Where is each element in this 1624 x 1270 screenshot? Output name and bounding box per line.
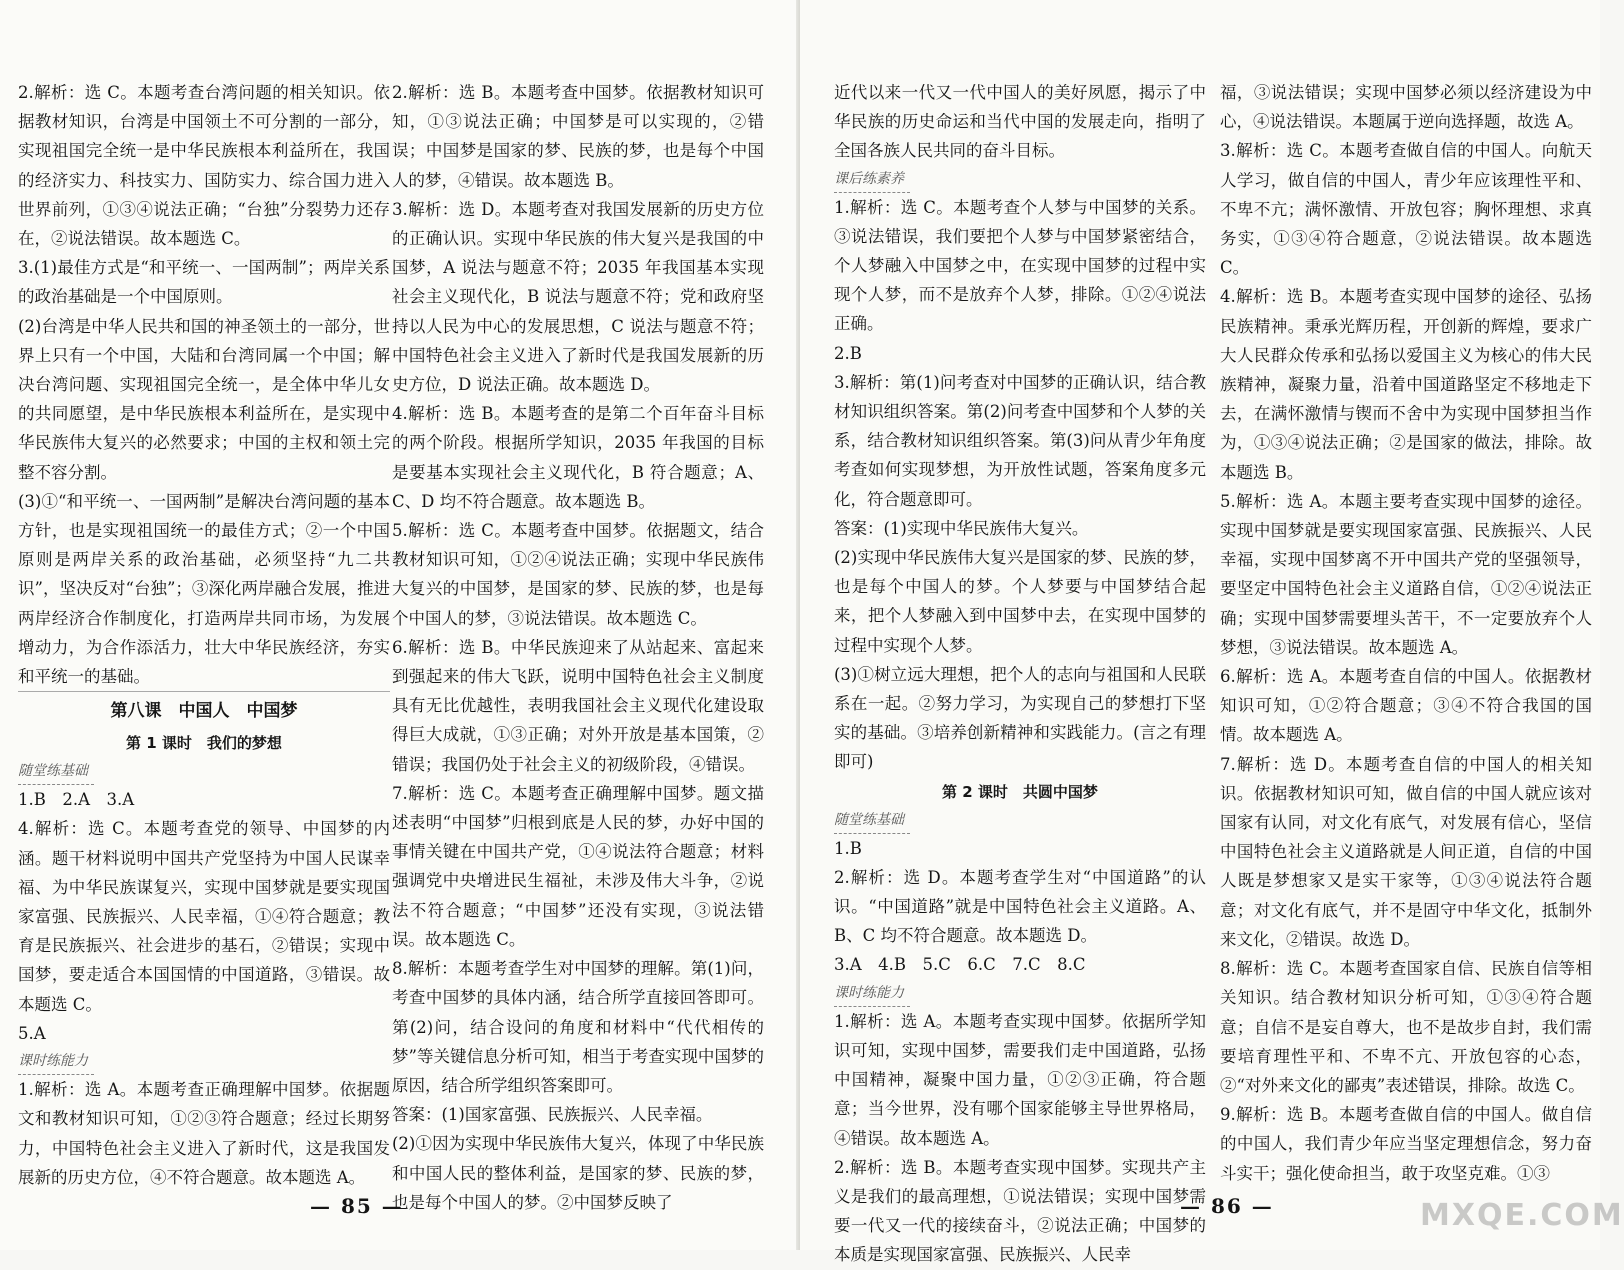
answer-paragraph: 3.解析：第(1)问考查对中国梦的正确认识，结合教材知识组织答案。第(2)问考查中国梦和个人梦的关系，结合教材知识组织答案。第(3)问从青少年角度考查如何实现梦想，为开放性试题，答案角度多元化，符合题意即可。 — [834, 372, 1206, 509]
answer-paragraph: 答案：(1)实现中华民族伟大复兴。 — [834, 518, 1089, 538]
section-label-row — [834, 166, 1206, 193]
section-label: 课时练能力 — [834, 980, 910, 1007]
answer-paragraph: 8.解析：本题考查学生对中国梦的理解。第(1)问，考查中国梦的具体内涵，结合所学直接回答即可。第(2)问，结合设问的角度和材料中“代代相传的梦”等关键信息分析可知，相当于考查实现中国梦的原因，结合所学组织答案即可。 — [392, 959, 764, 1095]
right-column-2 — [1220, 78, 1598, 1183]
answer-paragraph: 福，③说法错误；实现中国梦必须以经济建设为中心，④说法错误。本题属于逆向选择题，故选 A。 — [1220, 83, 1592, 132]
section-label-row — [834, 980, 1206, 1007]
section-label-row — [834, 807, 1206, 834]
watermark-logo: MXQE.COM — [1420, 1198, 1624, 1233]
answer-paragraph: 2.解析：选 B。本题考查实现中国梦。实现共产主义是我们的最高理想，①说法错误；实现中国梦需要一代又一代的接续奋斗，②说法正确；中国梦的本质是实现国家富强、民族振兴、人民幸 — [834, 1157, 1206, 1265]
answer-paragraph: 答案：(1)国家富强、民族振兴、人民幸福。 — [392, 1105, 713, 1125]
answer-paragraph: (3)①树立远大理想，把个人的志向与祖国和人民联系在一起。②努力学习，为实现自己的梦想打下坚实的基础。③培养创新精神和实践能力。(言之有理即可) — [834, 664, 1206, 772]
right-page — [800, 0, 1624, 1265]
answer-paragraph: 3.解析：选 D。本题考查对我国发展新的历史方位的正确认识。实现中华民族的伟大复兴是我国的中国梦，A 说法与题意不符；2035 年我国基本实现社会主义现代化，B 说法与题意不符；党和政府坚持以人民为中心的发展思想，C 说法与题意不符；中国特色社会主义进入了新时代是我国发展新的历史方位，D 说法正确。故本题选 D。 — [392, 199, 764, 395]
answer-paragraph: 1.解析：选 A。本题考查正确理解中国梦。依据题文和教材知识可知，①②③符合题意；经过长期努力，中国特色社会主义进入了新时代，这是我国发展新的历史方位，④不符合题意。故本题选 A。 — [18, 1080, 390, 1187]
answer-paragraph: (2)实现中华民族伟大复兴是国家的梦、民族的梦，也是每个中国人的梦。个人梦要与中国梦结合起来，把个人梦融入到中国梦中去，在实现中国梦的过程中实现个人梦。 — [834, 548, 1206, 655]
answer-paragraph: 5.解析：选 C。本题考查中国梦。依据题文，结合教材知识可知，①②④说法正确；实现中华民族伟大复兴的中国梦，是国家的梦、民族的梦，也是每个中国人的梦，③说法错误。故本题选 C。 — [392, 521, 764, 628]
section-label: 课后练素养 — [834, 166, 910, 193]
answer-paragraph: (2)台湾是中华人民共和国的神圣领土的一部分，世界上只有一个中国，大陆和台湾同属一个中国；解决台湾问题、实现祖国完全统一，是全体中华儿女的共同愿望，是中华民族根本利益所在，是实现中华民族伟大复兴的必然要求；中国的主权和领土完整不容分割。 — [18, 316, 390, 482]
period-heading: 第 1 课时 我们的梦想 — [126, 734, 282, 753]
answer-paragraph: 7.解析：选 D。本题考查自信的中国人的相关知识。依据教材知识可知，做自信的中国人就应该对国家有认同，对文化有底气，对发展有信心，坚信中国特色社会主义道路就是人间正道，自信的中国人既是梦想家又是实干家等，①③④说法符合题意；对文化有底气，并不是固守中华文化，抵制外来文化，②错误。故选 D。 — [1220, 754, 1592, 949]
answer-paragraph: 5.解析：选 A。本题主要考查实现中国梦的途径。实现中国梦就是要实现国家富强、民族振兴、人民幸福，实现中国梦离不开中国共产党的坚强领导，要坚定中国特色社会主义道路自信，①②④说法正确；实现中国梦需要埋头苦干，不一定要放弃个人梦想，③说法错误。故本题选 A。 — [1220, 491, 1592, 657]
answer-paragraph: 6.解析：选 B。中华民族迎来了从站起来、富起来到强起来的伟大飞跃，说明中国特色社会主义制度具有无比优越性，表明我国社会主义现代化建设取得巨大成就，①③正确；对外开放是基本国策，②错误；我国仍处于社会主义的初级阶段，④错误。 — [392, 637, 764, 774]
period-heading: 第 2 课时 共圆中国梦 — [942, 782, 1098, 801]
answer-paragraph: 5.A — [18, 1023, 46, 1043]
right-column-1 — [834, 78, 1206, 1265]
answer-paragraph: 4.解析：选 B。本题考查实现中国梦的途径、弘扬民族精神。秉承光辉历程，开创新的辉煌，要求广大人民群众传承和弘扬以爱国主义为核心的伟大民族精神，凝聚力量，沿着中国道路坚定不移地走下去，在满怀激情与锲而不舍中为实现中国梦担当作为，①③④说法正确；②是国家的做法，排除。故本题选 B。 — [1220, 287, 1592, 482]
answer-paragraph: 4.解析：选 B。本题考查的是第二个百年奋斗目标的两个阶段。根据所学知识，2035 年我国的目标是要基本实现社会主义现代化，B 符合题意；A、C、D 均不符合题意。故本题选 B。 — [392, 404, 764, 511]
answer-paragraph: 6.解析：选 A。本题考查自信的中国人。依据教材知识可知，①②符合题意；③④不符合我国的国情。故本题选 A。 — [1220, 667, 1592, 745]
lesson-heading: 第八课 中国人 中国梦 — [18, 691, 390, 728]
answer-paragraph: 1.解析：选 A。本题考查实现中国梦。依据所学知识可知，实现中国梦，需要我们走中国道路，弘扬中国精神，凝聚中国力量，①②③正确，符合题意；当今世界，没有哪个国家能够主导世界格局，④错误。故本题选 A。 — [834, 1011, 1206, 1148]
section-label: 随堂练基础 — [18, 758, 94, 785]
page-number-right: — 86 — — [1180, 1194, 1274, 1218]
answer-paragraph: 3.(1)最佳方式是“和平统一、一国两制”；两岸关系的政治基础是一个中国原则。 — [18, 258, 390, 307]
answer-paragraph: (3)①“和平统一、一国两制”是解决台湾问题的基本方针，也是实现祖国统一的最佳方式；②一个中国原则是两岸关系的政治基础，必须坚持“九二共识”，坚决反对“台独”；③深化两岸融合发展，推进两岸经济合作制度化，打造两岸共同市场，为发展增动力，为合作添活力，壮大中华民族经济，夯实和平统一的基础。 — [18, 491, 390, 687]
answer-paragraph: 1.B — [834, 838, 862, 858]
left-page — [0, 0, 800, 1250]
answer-paragraph: 2.解析：选 D。本题考查学生对“中国道路”的认识。“中国道路”就是中国特色社会主义道路。A、B、C 均不符合题意。故本题选 D。 — [834, 867, 1206, 946]
section-label-row — [18, 1048, 390, 1075]
section-label-row — [18, 758, 390, 785]
section-label: 随堂练基础 — [834, 807, 910, 834]
answer-paragraph: 3.解析：选 C。本题考查做自信的中国人。向航天人学习，做自信的中国人，青少年应该理性平和、不卑不亢；满怀激情、开放包容；胸怀理想、求真务实，①③④符合题意，②说法错误。故本题选 C。 — [1220, 141, 1598, 278]
left-column-1 — [18, 78, 390, 1187]
answer-paragraph: 2.解析：选 C。本题考查台湾问题的相关知识。依据教材知识，台湾是中国领土不可分割的一部分，实现祖国完全统一是中华民族根本利益所在，我国的经济实力、科技实力、国防实力、综合国力进入世界前列，①③④说法正确；“台独”分裂势力还存在，②说法错误。故本题选 C。 — [18, 83, 390, 249]
answer-paragraph: 1.B 2.A 3.A — [18, 790, 135, 810]
answer-paragraph: 1.解析：选 C。本题考查个人梦与中国梦的关系。③说法错误，我们要把个人梦与中国梦紧密结合，个人梦融入中国梦之中，在实现中国梦的过程中实现个人梦，而不是放弃个人梦，排除。①②④说法正确。 — [834, 197, 1206, 334]
section-label: 课时练能力 — [18, 1048, 94, 1075]
page-number-left: — 85 — — [310, 1194, 404, 1218]
answer-paragraph: 9.解析：选 B。本题考查做自信的中国人。做自信的中国人，我们青少年应当坚定理想信念，努力奋斗实干；强化使命担当，敢于攻坚克难。①③ — [1220, 1105, 1592, 1183]
answer-paragraph: 2.解析：选 B。本题考查中国梦。依据教材知识可知，①③说法正确；中国梦是可以实现的，②错误；中国梦是国家的梦、民族的梦，也是每个中国人的梦，④错误。故本题选 B。 — [392, 83, 764, 190]
answer-paragraph: 2.B — [834, 343, 862, 363]
answer-paragraph: (2)①因为实现中华民族伟大复兴，体现了中华民族和中国人民的整体利益，是国家的梦、民族的梦，也是每个中国人的梦。②中国梦反映了 — [392, 1134, 764, 1212]
answer-paragraph: 4.解析：选 C。本题考查党的领导、中国梦的内涵。题干材料说明中国共产党坚持为中国人民谋幸福、为中华民族谋复兴，实现中国梦就是要实现国家富强、民族振兴、人民幸福，①④符合题意；教育是民族振兴、社会进步的基石，②错误；实现中国梦，要走适合本国国情的中国道路，③错误。故本题选 C。 — [18, 819, 390, 1014]
answer-paragraph: 近代以来一代又一代中国人的美好夙愿，揭示了中华民族的历史命运和当代中国的发展走向，指明了全国各族人民共同的奋斗目标。 — [834, 83, 1206, 161]
answer-paragraph: 3.A 4.B 5.C 6.C 7.C 8.C — [834, 955, 1086, 975]
answer-paragraph: 7.解析：选 C。本题考查正确理解中国梦。题文描述表明“中国梦”归根到底是人民的梦，办好中国的事情关键在中国共产党，①④说法符合题意；材料强调党中央增进民生福祉，未涉及伟大斗争，②说法不符合题意；“中国梦”还没有实现，③说法错误。故本题选 C。 — [392, 783, 764, 949]
left-column-2 — [392, 78, 764, 1212]
answer-paragraph: 8.解析：选 C。本题考查国家自信、民族自信等相关知识。结合教材知识分析可知，①③④符合题意；自信不是妄自尊大，也不是故步自封，我们需要培育理性平和、不卑不亢、开放包容的心态，②“对外来文化的鄙夷”表述错误，排除。故选 C。 — [1220, 959, 1592, 1095]
